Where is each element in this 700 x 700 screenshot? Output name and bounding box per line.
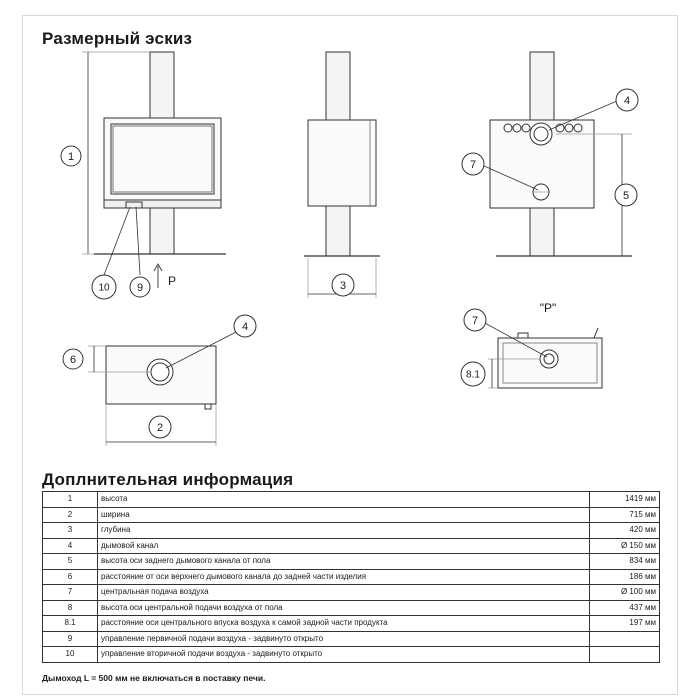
row-number: 4 [43,538,98,554]
row-value: Ø 100 мм [589,585,659,601]
row-number: 8.1 [43,616,98,632]
row-description: расстояние оси центрального впуска воздуха к самой задной части продукта [98,616,590,632]
table-row [43,507,660,523]
row-number: 7 [43,585,98,601]
callout-6: 6 [69,353,77,366]
callout-9: 9 [136,281,144,294]
callout-4-top: 4 [241,320,249,333]
row-value: 420 мм [589,523,659,539]
row-number: 2 [43,507,98,523]
arrow-p-label: P [167,274,177,289]
row-description: расстояние от оси верхнего дымового канала до задней части изделия [98,569,590,585]
row-value: 834 мм [589,554,659,570]
callout-3: 3 [339,279,347,292]
row-description: центральная подача воздуха [98,585,590,601]
row-number: 9 [43,631,98,647]
row-value [589,647,659,663]
table-row [43,600,660,616]
row-description: дымовой канал [98,538,590,554]
table-row [43,569,660,585]
row-value: 1419 мм [589,492,659,508]
callout-5: 5 [622,189,630,202]
callout-10: 10 [98,282,110,294]
row-description: высота оси центральной подачи воздуха от пола [98,600,590,616]
row-value: 715 мм [589,507,659,523]
info-title: Доплнительная информация [42,470,294,489]
callout-1: 1 [67,150,75,163]
view-p-label: "P" [539,301,557,316]
row-number: 10 [43,647,98,663]
row-value: 197 мм [589,616,659,632]
side-view [304,52,380,298]
table-row [43,616,660,632]
table-row [43,523,660,539]
row-description: высота оси заднего дымового канала от пола [98,554,590,570]
row-value: Ø 150 мм [589,538,659,554]
callout-2: 2 [156,421,164,434]
callout-7-viewp: 7 [471,314,479,327]
sketch-title: Размерный эскиз [42,29,193,48]
row-value [589,631,659,647]
row-number: 8 [43,600,98,616]
table-row [43,554,660,570]
row-description: высота [98,492,590,508]
front-view [82,52,226,288]
row-value: 186 мм [589,569,659,585]
row-value: 437 мм [589,600,659,616]
row-number: 5 [43,554,98,570]
rear-view [482,52,632,256]
row-number: 3 [43,523,98,539]
callout-4-rear: 4 [623,94,631,107]
row-description: управление вторичной подачи воздуха - задвинуто открыто [98,647,590,663]
table-row [43,492,660,508]
callout-8-1: 8.1 [466,369,480,381]
row-number: 1 [43,492,98,508]
view-p [483,322,602,388]
callout-7-rear: 7 [469,158,477,171]
row-number: 6 [43,569,98,585]
table-row [43,585,660,601]
row-description: глубина [98,523,590,539]
chimney-footnote: Дымоход L = 500 мм не включаться в поставку печи. [42,673,266,683]
table-row [43,647,660,663]
row-description: ширина [98,507,590,523]
spec-table [42,491,660,663]
table-row [43,631,660,647]
table-row [43,538,660,554]
row-description: управление первичной подачи воздуха - задвинуто открыто [98,631,590,647]
